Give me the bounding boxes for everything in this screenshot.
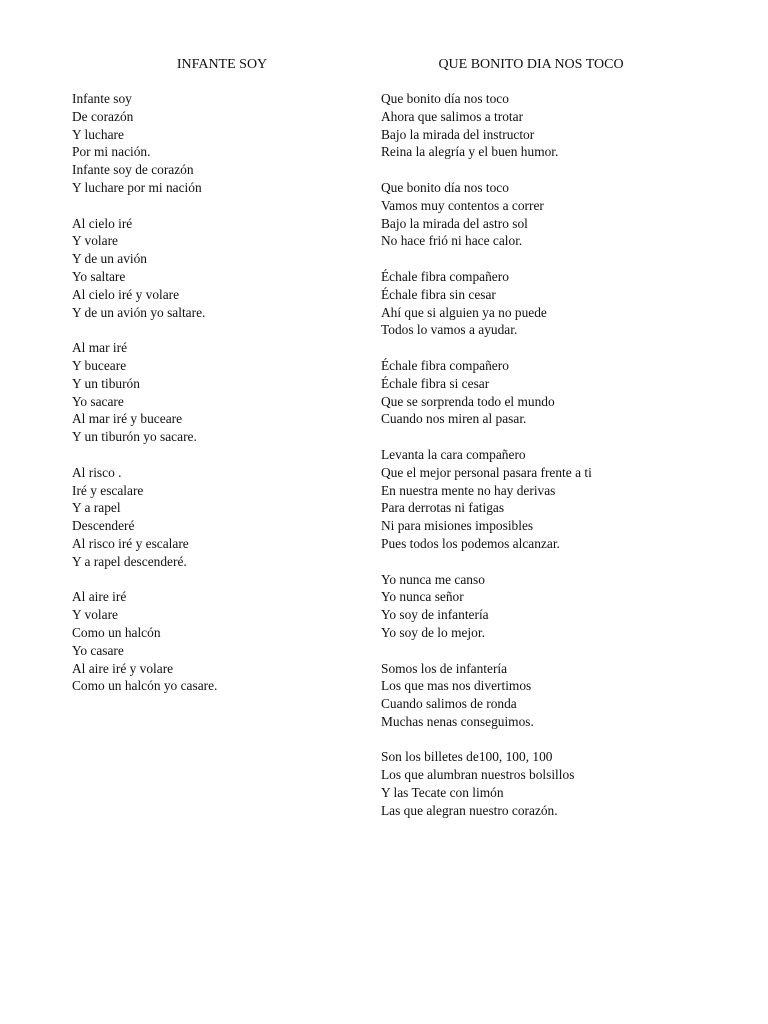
lyric-line: Al mar iré y buceare (72, 411, 183, 427)
lyric-line: Las que alegran nuestro corazón. (381, 802, 558, 818)
lyric-line: Y luchare por mi nación (72, 179, 202, 195)
stanza (381, 268, 681, 339)
lyric-line: Ni para misiones imposibles (381, 518, 534, 534)
lyric-line: Que bonito día nos toco (381, 91, 509, 106)
stanza (72, 339, 362, 446)
lyric-line: En nuestra mente no hay derivas (381, 482, 556, 498)
lyric-line: Que se sorprenda todo el mundo (381, 393, 555, 409)
lyric-line: Al aire iré y volare (72, 660, 174, 676)
lyric-line: Y volare (72, 233, 118, 249)
lyric-line: Yo nunca me canso (381, 571, 485, 587)
lyric-line: Y las Tecate con limón (381, 785, 504, 801)
lyric-line: Échale fibra compañero (381, 357, 509, 373)
lyric-line: Al risco iré y escalare (72, 535, 189, 551)
lyric-line: Los que mas nos divertimos (381, 678, 532, 694)
song-title: INFANTE SOY (176, 57, 268, 72)
lyric-line: Que el mejor personal pasara frente a ti (381, 464, 592, 480)
lyric-line: Descenderé (72, 518, 135, 534)
lyric-line: Infante soy (72, 91, 132, 106)
lyric-line: Échale fibra si cesar (381, 375, 490, 391)
lyric-line: Para derrotas ni fatigas (381, 500, 505, 516)
lyric-line: Yo soy de infantería (381, 607, 489, 623)
lyric-line: Somos los de infantería (381, 660, 508, 676)
lyric-line: Bajo la mirada del astro sol (381, 215, 528, 231)
lyric-line: Ahora que salimos a trotar (381, 108, 524, 124)
song-que-bonito-dia (381, 56, 681, 837)
lyric-line: Y de un avión (72, 251, 147, 267)
lyric-line: Ahí que si alguien ya no puede (381, 304, 547, 320)
lyric-line: Yo soy de lo mejor. (381, 624, 485, 640)
lyric-line: Yo saltare (72, 268, 126, 284)
stanza (72, 464, 362, 571)
lyric-line: Que bonito día nos toco (381, 179, 509, 195)
lyric-line: Échale fibra sin cesar (381, 286, 496, 302)
lyric-line: Como un halcón (72, 624, 161, 640)
lyrics (381, 90, 681, 820)
stanza (381, 179, 681, 250)
lyrics (72, 90, 362, 695)
lyric-line: Échale fibra compañero (381, 268, 509, 284)
lyric-line: Como un halcón yo casare. (72, 678, 218, 694)
song-title: QUE BONITO DIA NOS TOCO (438, 57, 624, 72)
stanza (381, 357, 681, 428)
stanza (72, 215, 362, 322)
lyric-line: Y buceare (72, 357, 127, 373)
stanza (72, 90, 362, 197)
lyric-line: Bajo la mirada del instructor (381, 126, 535, 142)
lyric-line: Reina la alegría y el buen humor. (381, 144, 559, 160)
stanza (381, 446, 681, 553)
lyric-line: Vamos muy contentos a correr (381, 197, 544, 213)
stanza (381, 748, 681, 819)
stanza (381, 660, 681, 731)
lyric-line: Por mi nación. (72, 144, 151, 160)
lyric-line: De corazón (72, 108, 134, 124)
lyric-line: Son los billetes de100, 100, 100 (381, 749, 553, 765)
song-infante-soy (72, 56, 362, 713)
lyric-line: Y a rapel (72, 500, 121, 516)
stanza (381, 571, 681, 642)
lyric-line: Levanta la cara compañero (381, 446, 526, 462)
lyric-line: Y luchare (72, 126, 124, 142)
stanza (381, 90, 681, 161)
lyric-line: Y de un avión yo saltare. (72, 304, 206, 320)
lyric-line: Infante soy de corazón (72, 162, 194, 178)
lyric-line: Muchas nenas conseguimos. (381, 713, 534, 729)
lyric-line: Y volare (72, 607, 118, 623)
lyric-line: Los que alumbran nuestros bolsillos (381, 767, 575, 783)
lyric-line: Pues todos los podemos alcanzar. (381, 535, 560, 551)
lyric-line: Y un tiburón yo sacare. (72, 429, 197, 445)
lyric-line: Al risco . (72, 464, 122, 480)
lyric-line: Iré y escalare (72, 482, 144, 498)
lyric-line: Y a rapel descenderé. (72, 553, 187, 569)
lyric-line: Yo sacare (72, 393, 124, 409)
lyric-line: Al cielo iré y volare (72, 286, 180, 302)
lyric-line: Cuando salimos de ronda (381, 696, 517, 712)
lyric-line: Yo casare (72, 642, 124, 658)
stanza (72, 588, 362, 695)
lyric-line: Yo nunca señor (381, 589, 464, 605)
lyric-line: Cuando nos miren al pasar. (381, 411, 527, 427)
lyric-line: Todos lo vamos a ayudar. (381, 322, 518, 338)
lyric-line: Al aire iré (72, 589, 127, 605)
lyric-line: Al cielo iré (72, 215, 133, 231)
lyric-line: Y un tiburón (72, 375, 140, 391)
lyric-line: Al mar iré (72, 340, 128, 356)
lyric-line: No hace frió ni hace calor. (381, 233, 523, 249)
